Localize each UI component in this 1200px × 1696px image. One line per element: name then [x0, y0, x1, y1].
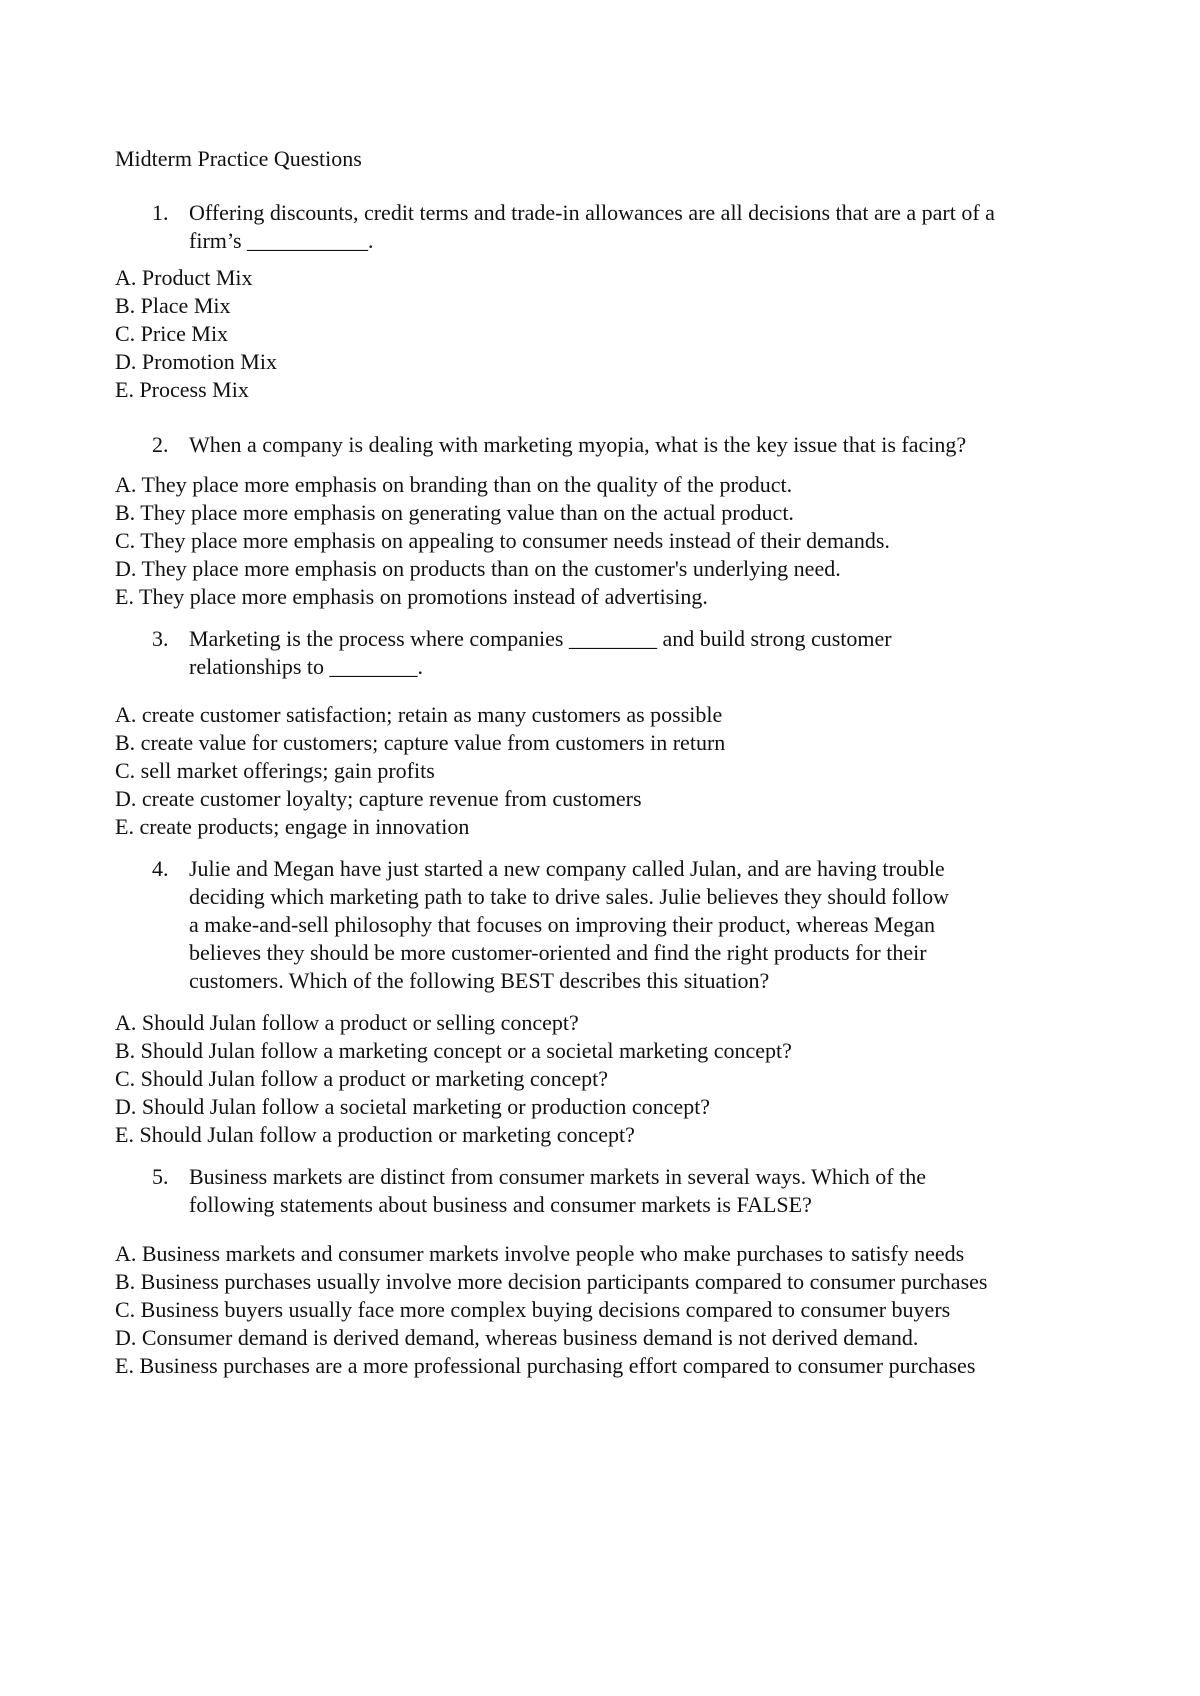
answer-option-e: E. Should Julan follow a production or marketing concept? — [115, 1122, 635, 1147]
question-text-line: believes they should be more customer-oriented and find the right products for their — [189, 940, 927, 965]
answer-option-d: D. create customer loyalty; capture revenue from customers — [115, 786, 642, 811]
question-number: 5. — [152, 1164, 169, 1189]
question-text-line: When a company is dealing with marketing myopia, what is the key issue that is facing? — [189, 432, 967, 457]
question-number: 1. — [152, 200, 169, 225]
question-text-line: relationships to ________. — [189, 654, 424, 679]
answer-option-b: B. create value for customers; capture value from customers in return — [115, 730, 726, 755]
answer-option-b: B. Should Julan follow a marketing concept or a societal marketing concept? — [115, 1038, 792, 1063]
answer-option-d: D. Promotion Mix — [115, 349, 277, 374]
answer-options-4 — [115, 1009, 1115, 1149]
question-text-line: Business markets are distinct from consumer markets in several ways. Which of the — [189, 1164, 927, 1189]
question-text-line: firm’s ___________. — [189, 228, 374, 253]
question-number: 3. — [152, 626, 169, 651]
question-text-line: Julie and Megan have just started a new company called Julan, and are having trouble — [189, 856, 945, 881]
answer-option-d: D. Consumer demand is derived demand, whereas business demand is not derived demand. — [115, 1325, 919, 1350]
document-title: Midterm Practice Questions — [115, 146, 362, 171]
answer-option-d: D. They place more emphasis on products than on the customer's underlying need. — [115, 556, 841, 581]
answer-option-c: C. They place more emphasis on appealing to consumer needs instead of their demands. — [115, 528, 890, 553]
answer-option-a: A. Business markets and consumer markets involve people who make purchases to satisfy needs — [115, 1241, 965, 1266]
answer-option-b: B. Business purchases usually involve more decision participants compared to consumer purchases — [115, 1269, 988, 1294]
question-number: 2. — [152, 432, 169, 457]
question-number: 4. — [152, 856, 169, 881]
answer-option-c: C. Should Julan follow a product or marketing concept? — [115, 1066, 609, 1091]
answer-option-a: A. Product Mix — [115, 265, 253, 290]
answer-option-e: E. They place more emphasis on promotions instead of advertising. — [115, 584, 708, 609]
answer-option-d: D. Should Julan follow a societal marketing or production concept? — [115, 1094, 711, 1119]
question-text — [189, 199, 1104, 255]
answer-option-c: C. sell market offerings; gain profits — [115, 758, 435, 783]
answer-option-c: C. Business buyers usually face more complex buying decisions compared to consumer buyers — [115, 1297, 951, 1322]
answer-option-a: A. create customer satisfaction; retain as many customers as possible — [115, 702, 723, 727]
question-text-line: customers. Which of the following BEST describes this situation? — [189, 968, 770, 993]
question-text — [189, 625, 1104, 681]
answer-option-c: C. Price Mix — [115, 321, 229, 346]
question-text-line: Offering discounts, credit terms and trade-in allowances are all decisions that are a part of a — [189, 200, 995, 225]
question-text-line: following statements about business and consumer markets is FALSE? — [189, 1192, 812, 1217]
answer-options-3 — [115, 701, 1115, 841]
answer-option-b: B. Place Mix — [115, 293, 231, 318]
answer-option-a: A. Should Julan follow a product or selling concept? — [115, 1010, 579, 1035]
answer-option-e: E. Business purchases are a more professional purchasing effort compared to consumer purchases — [115, 1353, 976, 1378]
answer-options-2 — [115, 471, 1115, 611]
question-text — [189, 855, 1104, 995]
answer-option-b: B. They place more emphasis on generating value than on the actual product. — [115, 500, 794, 525]
question-text-line: Marketing is the process where companies ________ and build strong customer — [189, 626, 892, 651]
question-text-line: a make-and-sell philosophy that focuses on improving their product, whereas Megan — [189, 912, 935, 937]
answer-option-e: E. create products; engage in innovation — [115, 814, 470, 839]
answer-option-a: A. They place more emphasis on branding than on the quality of the product. — [115, 472, 793, 497]
question-text — [189, 1163, 1104, 1219]
answer-option-e: E. Process Mix — [115, 377, 249, 402]
question-text-line: deciding which marketing path to take to drive sales. Julie believes they should follow — [189, 884, 950, 909]
answer-options-5 — [115, 1240, 1115, 1380]
question-text — [189, 431, 1104, 459]
answer-options-1 — [115, 264, 1115, 404]
